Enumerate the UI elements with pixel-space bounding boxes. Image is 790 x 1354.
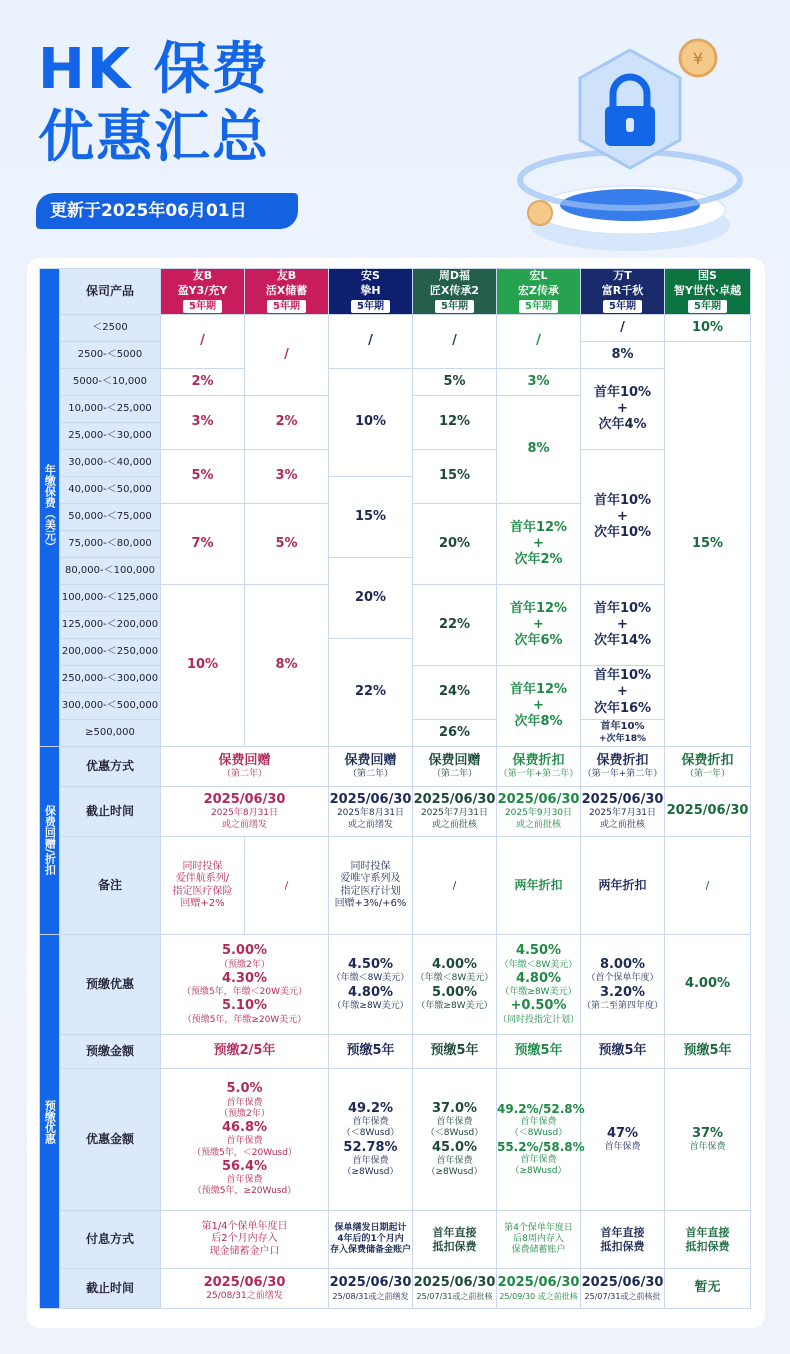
rate-cell: / (413, 315, 497, 369)
table-row (40, 315, 751, 342)
rate-cell: 15% (665, 342, 751, 747)
rate-cell: 首年12% + 次年2% (497, 504, 581, 585)
interest-method-cell: 首年直接 抵扣保费 (581, 1211, 665, 1269)
rate-cell: 3% (245, 450, 329, 504)
method-cell: 保费回赠 （第二年） (413, 747, 497, 787)
range-label: 100,000-＜125,000 (60, 585, 161, 612)
range-label: 5000-＜10,000 (60, 369, 161, 396)
rate-cell: 8% (245, 585, 329, 747)
rate-cell: 8% (581, 342, 665, 369)
interest-method-label: 付息方式 (60, 1211, 161, 1269)
remark-cell: 两年折扣 (497, 837, 581, 935)
deadline2-cell: 2025/06/30 25/07/31或之前核批 (581, 1269, 665, 1309)
coin-icon (680, 40, 716, 76)
deadline2-row (40, 1269, 751, 1309)
product-header: 宏L 宏Z传承 5年期 (497, 269, 581, 315)
range-label: 50,000-＜75,000 (60, 504, 161, 531)
rate-cell: 5% (161, 450, 245, 504)
prepay-offer-cell: 4.00% （年缴＜8W美元） 5.00% （年缴≥8W美元） (413, 935, 497, 1035)
side-label-rebate: 保费回赠/折扣 (40, 747, 60, 935)
rate-cell: 10% (329, 369, 413, 477)
update-date-badge: 更新于2025年06月01日 (36, 193, 298, 229)
range-label: ≥500,000 (60, 720, 161, 747)
side-label-annual: 年缴保费（美元） (40, 269, 60, 747)
interest-method-cell: 第1/4个保单年度日 后2个月内存入 现金储蓄金户口 (161, 1211, 329, 1269)
rate-cell: 2% (245, 396, 329, 450)
remark-label: 备注 (60, 837, 161, 935)
discount-amount-cell: 47% 首年保费 (581, 1069, 665, 1211)
product-header: 万T 富R千秋 5年期 (581, 269, 665, 315)
deadline2-cell: 暂无 (665, 1269, 751, 1309)
interest-method-cell: 保单缮发日期起计 4年后的1个月内 存入保费储备金账户 (329, 1211, 413, 1269)
deadline2-cell: 2025/06/30 25/08/31之前缮发 (161, 1269, 329, 1309)
range-label: 250,000-＜300,000 (60, 666, 161, 693)
prepay-amount-cell: 预缴5年 (497, 1035, 581, 1069)
prepay-amount-cell: 预缴5年 (581, 1035, 665, 1069)
prepay-offer-cell: 4.50% （年缴＜8W美元） 4.80% （年缴≥8W美元） (329, 935, 413, 1035)
prepay-offer-row (40, 935, 751, 1035)
rate-cell: / (329, 315, 413, 369)
rate-cell: 5% (413, 369, 497, 396)
product-header: 安S 挚H 5年期 (329, 269, 413, 315)
premium-discount-table (39, 268, 751, 1309)
rate-cell: 22% (329, 639, 413, 747)
rate-cell: / (161, 315, 245, 369)
rate-cell: 首年12% + 次年8% (497, 666, 581, 747)
prepay-amount-row (40, 1035, 751, 1069)
prepay-amount-label: 预缴金额 (60, 1035, 161, 1069)
discount-amount-cell: 37.0% 首年保费 （＜8Wusd） 45.0% 首年保费 （≥8Wusd） (413, 1069, 497, 1211)
lock-shield-illustration (510, 10, 770, 260)
range-label: 80,000-＜100,000 (60, 558, 161, 585)
remark-cell: / (665, 837, 751, 935)
prepay-amount-cell: 预缴2/5年 (161, 1035, 329, 1069)
svg-text:¥: ¥ (692, 49, 704, 68)
prepay-amount-cell: 预缴5年 (413, 1035, 497, 1069)
range-label: 75,000-＜80,000 (60, 531, 161, 558)
rate-cell: 10% (161, 585, 245, 747)
rate-cell: 8% (497, 396, 581, 504)
deadline-label: 截止时间 (60, 787, 161, 837)
interest-method-cell: 首年直接 抵扣保费 (665, 1211, 751, 1269)
interest-method-cell: 第4个保单年度日 后8周内存入 保费储蓄账户 (497, 1211, 581, 1269)
deadline-row (40, 787, 751, 837)
remark-cell: / (245, 837, 329, 935)
rate-cell: 首年10% + 次年10% (581, 450, 665, 585)
range-label: 10,000-＜25,000 (60, 396, 161, 423)
discount-amount-row (40, 1069, 751, 1211)
interest-method-cell: 首年直接 抵扣保费 (413, 1211, 497, 1269)
table-row (40, 369, 751, 396)
rate-cell: 26% (413, 720, 497, 747)
rate-cell: 首年10% +次年18% (581, 720, 665, 747)
deadline-cell: 2025/06/30 (665, 787, 751, 837)
deadline-cell: 2025/06/30 2025年7月31日 或之前批核 (581, 787, 665, 837)
prepay-amount-cell: 预缴5年 (665, 1035, 751, 1069)
product-label: 保司产品 (60, 269, 161, 315)
rate-cell: 5% (245, 504, 329, 585)
deadline2-cell: 2025/06/30 25/07/31或之前批核 (413, 1269, 497, 1309)
rate-cell: 10% (665, 315, 751, 342)
discount-amount-cell: 49.2% 首年保费 （＜8Wusd） 52.78% 首年保费 （≥8Wusd） (329, 1069, 413, 1211)
deadline2-cell: 2025/06/30 25/08/31或之前缮发 (329, 1269, 413, 1309)
side-label-prepay: 预缴优惠 (40, 935, 60, 1309)
method-cell: 保费折扣 （第一年+第二年） (581, 747, 665, 787)
product-header-row (40, 269, 751, 315)
remark-row (40, 837, 751, 935)
rate-cell: 24% (413, 666, 497, 720)
rate-cell: 15% (413, 450, 497, 504)
rate-cell: 7% (161, 504, 245, 585)
rate-cell: / (497, 315, 581, 369)
page-title: HK 保费 优惠汇总 (38, 37, 270, 170)
deadline-cell: 2025/06/30 2025年9月30日 或之前批核 (497, 787, 581, 837)
product-header: 国S 智Y世代·卓越 5年期 (665, 269, 751, 315)
range-label: 30,000-＜40,000 (60, 450, 161, 477)
deadline2-label: 截止时间 (60, 1269, 161, 1309)
rate-cell: 2% (161, 369, 245, 396)
range-label: 300,000-＜500,000 (60, 693, 161, 720)
prepay-offer-cell: 4.00% (665, 935, 751, 1035)
prepay-amount-cell: 预缴5年 (329, 1035, 413, 1069)
rate-cell: / (581, 315, 665, 342)
rate-cell: / (245, 315, 329, 396)
range-label: 40,000-＜50,000 (60, 477, 161, 504)
discount-amount-cell: 49.2%/52.8% 首年保费 （＜8Wusd） 55.2%/58.8% 首年保费 （≥8Wusd） (497, 1069, 581, 1211)
coin-icon (528, 201, 552, 225)
rate-cell: 首年10% + 次年14% (581, 585, 665, 666)
discount-amount-label: 优惠金额 (60, 1069, 161, 1211)
rate-cell: 20% (329, 558, 413, 639)
method-cell: 保费回赠 （第二年） (161, 747, 329, 787)
deadline-cell: 2025/06/30 2025年8月31日 或之前缮发 (329, 787, 413, 837)
range-label: 125,000-＜200,000 (60, 612, 161, 639)
rate-cell: 12% (413, 396, 497, 450)
rate-cell: 15% (329, 477, 413, 558)
range-label: ＜2500 (60, 315, 161, 342)
deadline-cell: 2025/06/30 2025年8月31日 或之前缮发 (161, 787, 329, 837)
prepay-offer-cell: 5.00% （预缴2年） 4.30% （预缴5年，年缴＜20W美元） 5.10% （预缴5年，年缴≥20W美元） (161, 935, 329, 1035)
method-label: 优惠方式 (60, 747, 161, 787)
interest-method-row (40, 1211, 751, 1269)
method-cell: 保费折扣 （第一年+第二年） (497, 747, 581, 787)
prepay-offer-cell: 8.00% （首个保单年度） 3.20% （第二至第四年度） (581, 935, 665, 1035)
discount-amount-cell: 5.0% 首年保费 （预缴2年） 46.8% 首年保费 （预缴5年，＜20Wusd） 56.4% 首年保费 （预缴5年，≥20Wusd） (161, 1069, 329, 1211)
range-label: 200,000-＜250,000 (60, 639, 161, 666)
product-header: 周D福 匠X传承2 5年期 (413, 269, 497, 315)
method-row (40, 747, 751, 787)
remark-cell: 两年折扣 (581, 837, 665, 935)
rate-cell: 22% (413, 585, 497, 666)
prepay-offer-cell: 4.50% （年缴＜8W美元） 4.80% （年缴≥8W美元） +0.50% （同时投指定计划） (497, 935, 581, 1035)
remark-cell: / (413, 837, 497, 935)
deadline-cell: 2025/06/30 2025年7月31日 或之前批核 (413, 787, 497, 837)
rate-cell: 首年12% + 次年6% (497, 585, 581, 666)
rate-cell: 3% (161, 396, 245, 450)
rate-cell: 3% (497, 369, 581, 396)
method-cell: 保费折扣 （第一年） (665, 747, 751, 787)
range-label: 25,000-＜30,000 (60, 423, 161, 450)
range-label: 2500-＜5000 (60, 342, 161, 369)
product-header: 友B 盈Y3/充Y 5年期 (161, 269, 245, 315)
remark-cell: 同时投保 爱唯守系列及 指定医疗计划 回赠+3%/+6% (329, 837, 413, 935)
rate-cell: 首年10% + 次年4% (581, 369, 665, 450)
product-header: 友B 活X储蓄 5年期 (245, 269, 329, 315)
deadline2-cell: 2025/06/30 25/09/30 或之前批核 (497, 1269, 581, 1309)
discount-amount-cell: 37% 首年保费 (665, 1069, 751, 1211)
prepay-offer-label: 预缴优惠 (60, 935, 161, 1035)
rate-cell: 首年10% + 次年16% (581, 666, 665, 720)
remark-cell: 同时投保 爱伴航系列/ 指定医疗保险 回赠+2% (161, 837, 245, 935)
rate-cell: 20% (413, 504, 497, 585)
method-cell: 保费回赠 （第二年） (329, 747, 413, 787)
